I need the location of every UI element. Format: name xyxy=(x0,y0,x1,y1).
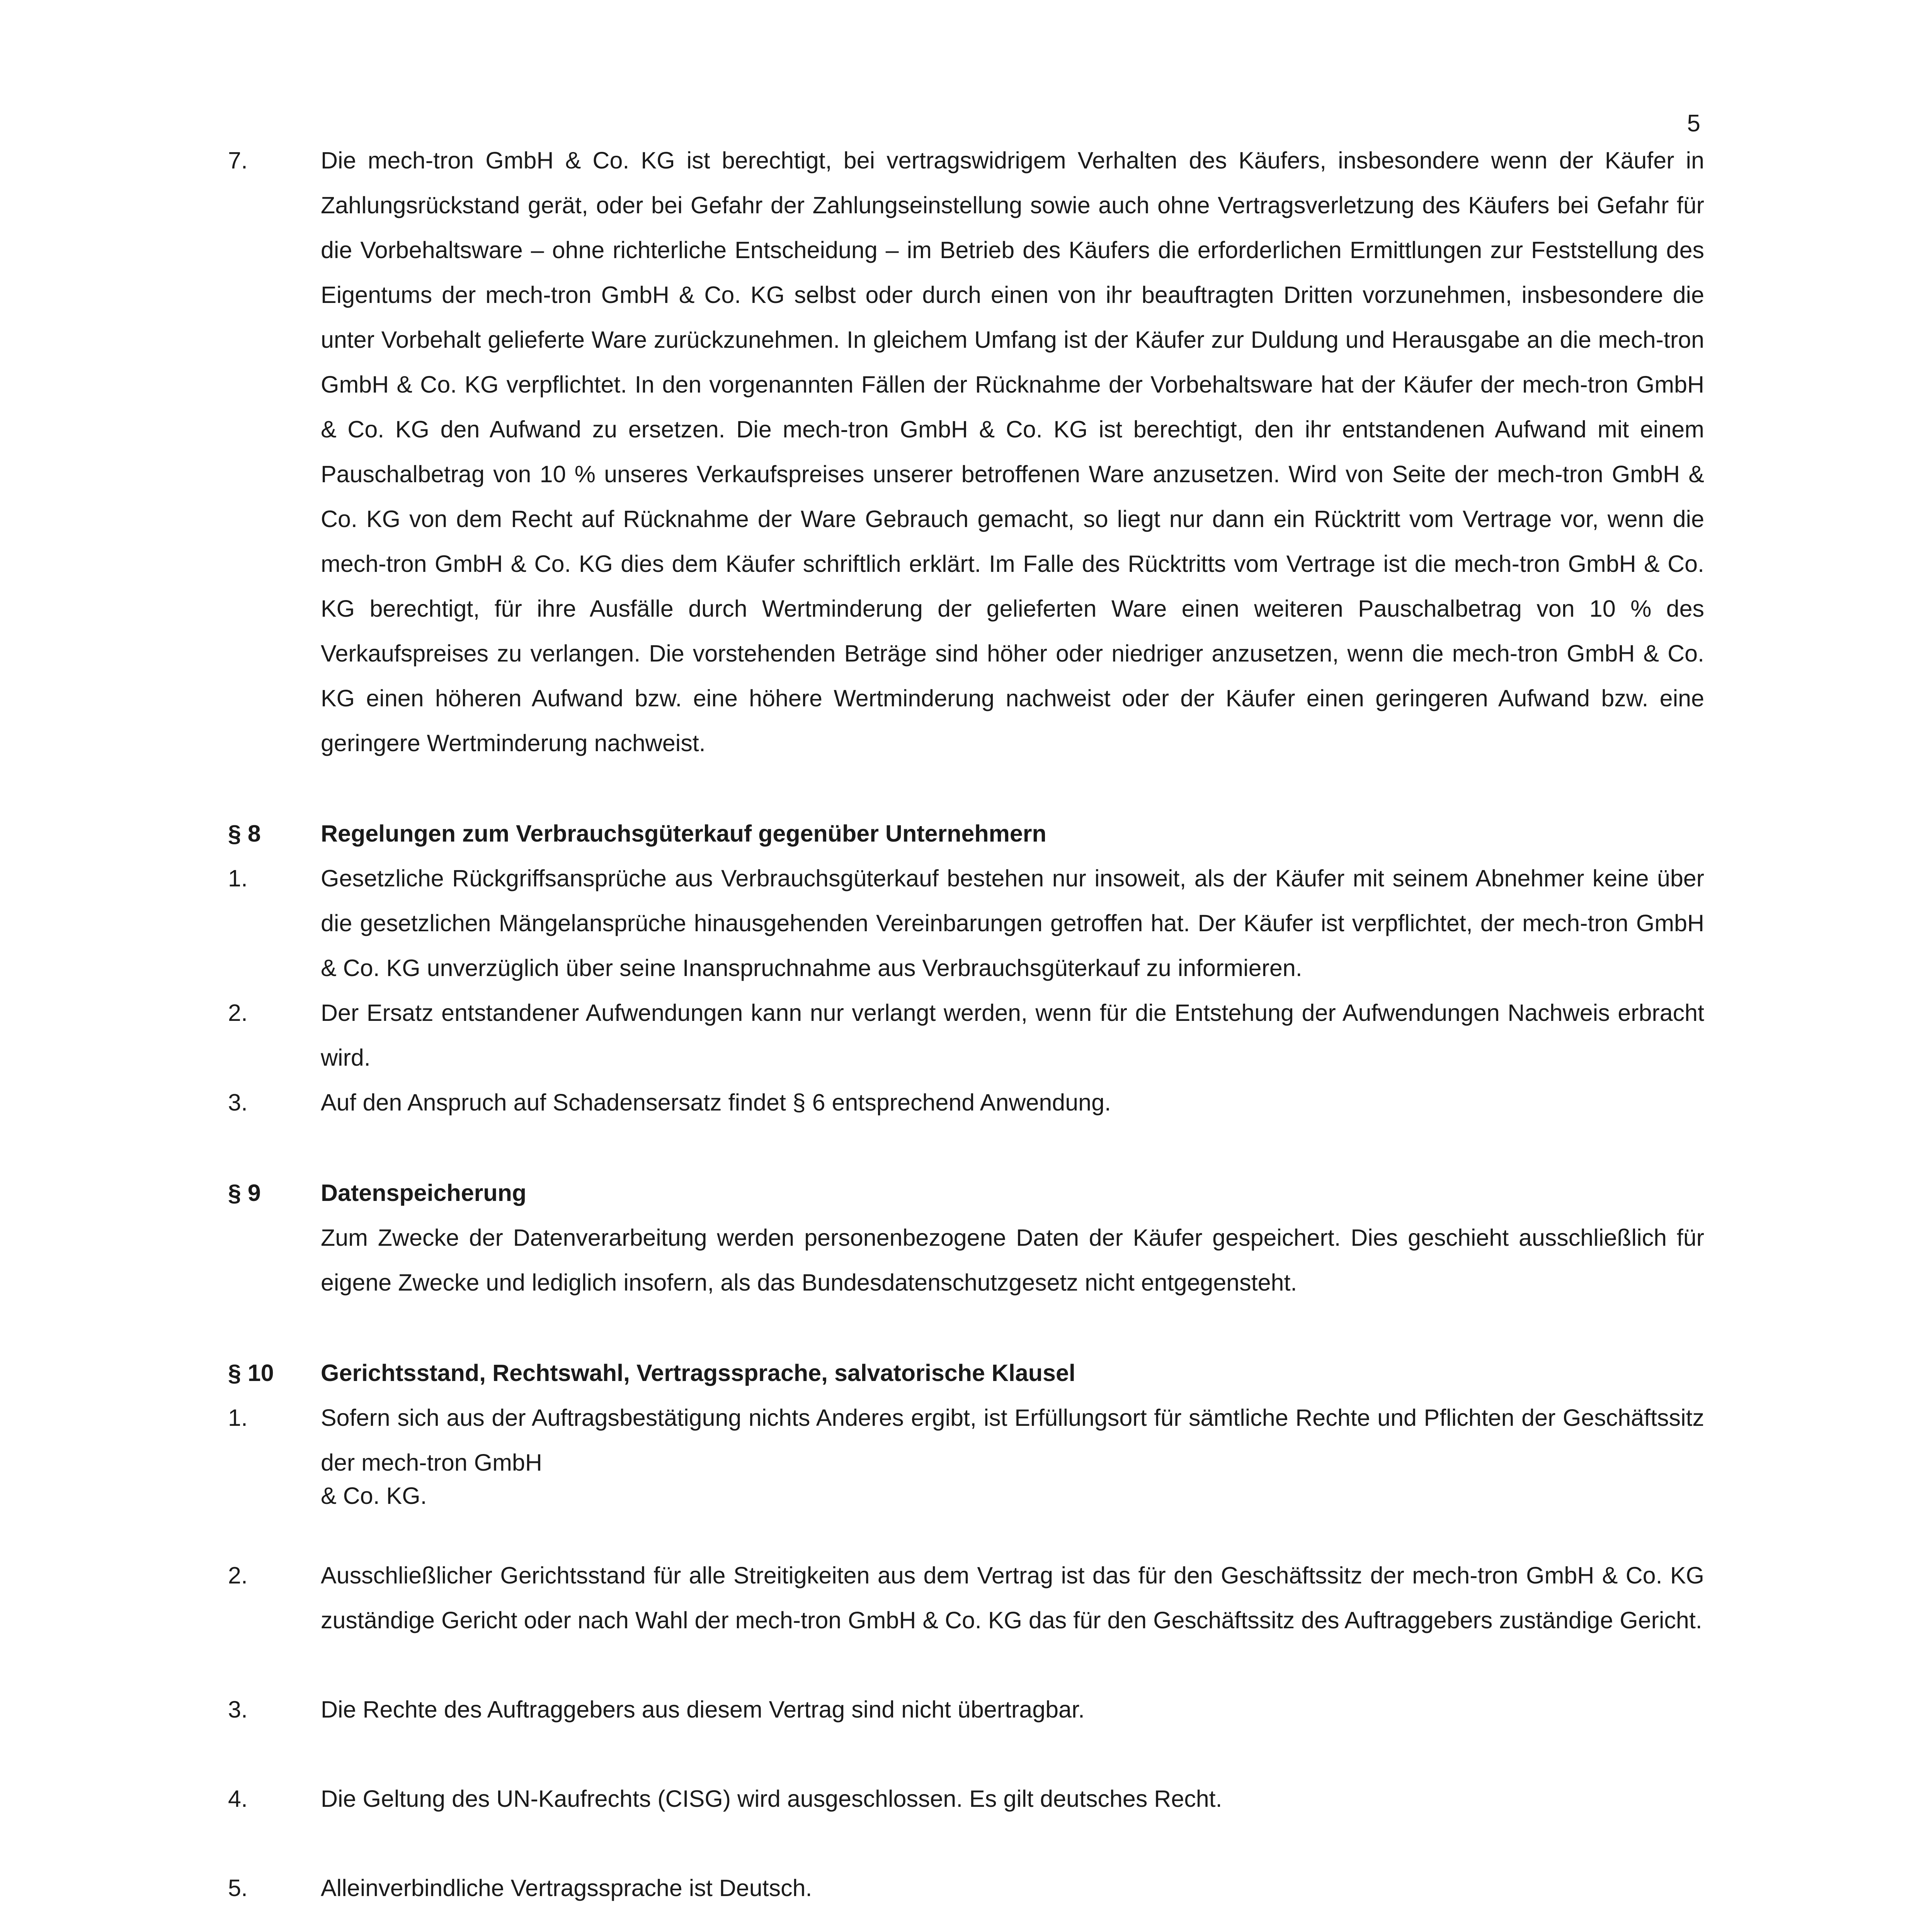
section-title: Gerichtsstand, Rechtswahl, Vertragssprache, salvatorische Klausel xyxy=(321,1360,1075,1386)
item-text-continuation: & Co. KG. xyxy=(321,1483,427,1509)
section-heading xyxy=(228,1170,1704,1215)
item-number: 7. xyxy=(228,147,248,173)
list-item xyxy=(228,856,1704,990)
item-text: Die Geltung des UN-Kaufrechts (CISG) wird ausgeschlossen. Es gilt deutsches Recht. xyxy=(321,1786,1222,1812)
item-number: 2. xyxy=(228,1562,248,1588)
section-number: § 8 xyxy=(228,820,261,847)
list-item xyxy=(228,1866,1704,1910)
list-item xyxy=(228,1687,1704,1732)
section-10 xyxy=(228,1350,1704,1932)
item-text: Gesetzliche Rückgriffsansprüche aus Verbrauchsgüterkauf bestehen nur insoweit, als der Käufer mit seinem Abnehmer keine über die gesetzlichen Mängelansprüche hinausgehenden Vereinbarungen getroffen hat. Der Käufer ist verpflichtet, der mech-tron GmbH & Co. KG unverzüglich über seine Inanspruchnahme aus Verbrauchsgüterkauf zu informieren. xyxy=(321,865,1704,981)
section-paragraph xyxy=(228,1215,1704,1305)
item-text: Auf den Anspruch auf Schadensersatz findet § 6 entsprechend Anwendung. xyxy=(321,1089,1111,1116)
section-number: § 10 xyxy=(228,1360,274,1386)
list-item xyxy=(228,1776,1704,1821)
section-heading xyxy=(228,1350,1704,1395)
item-number: 1. xyxy=(228,1405,248,1431)
list-item xyxy=(228,1080,1704,1125)
list-item xyxy=(228,990,1704,1080)
item-number: 4. xyxy=(228,1786,248,1812)
item-text: Die mech-tron GmbH & Co. KG ist berechtigt, bei vertragswidrigem Verhalten des Käufers, insbesondere wenn der Käufer in Zahlungsrückstand gerät, oder bei Gefahr der Zahlungseinstellung sowie auch ohne Vertragsverletzung des Käufers bei Gefahr für die Vorbehaltsware – ohne richterliche Entscheidung – im Betrieb des Käufers die erforderlichen Ermittlungen zur Feststellung des Eigentums der mech-tron GmbH & Co. KG selbst oder durch einen von ihr beauftragten Dritten vorzunehmen, insbesondere die unter Vorbehalt gelieferte Ware zurückzunehmen. In gleichem Umfang ist der Käufer zur Duldung und Herausgabe an die mech-tron GmbH & Co. KG verpflichtet. In den vorgenannten Fällen der Rücknahme der Vorbehaltsware hat der Käufer der mech-tron GmbH & Co. KG den Aufwand zu ersetzen. Die mech-tron GmbH & Co. KG ist berechtigt, den ihr entstandenen Aufwand mit einem Pauschalbetrag von 10 % unseres Verkaufspreises unserer betroffenen Ware anzusetzen. Wird von Seite der mech-tron GmbH & Co. KG von dem Recht auf Rücknahme der Ware Gebrauch gemacht, so liegt nur dann ein Rücktritt vom Vertrage vor, wenn die mech-tron GmbH & Co. KG dies dem Käufer schriftlich erklärt. Im Falle des Rücktritts vom Vertrage ist die mech-tron GmbH & Co. KG berechtigt, für ihre Ausfälle durch Wertminderung der gelieferten Ware einen weiteren Pauschalbetrag von 10 % des Verkaufspreises zu verlangen. Die vorstehenden Beträge sind höher oder niedriger anzusetzen, wenn die mech-tron GmbH & Co. KG einen höheren Aufwand bzw. eine höhere Wertminderung nachweist oder der Käufer einen geringeren Aufwand bzw. eine geringere Wertminderung nachweist. xyxy=(321,147,1704,756)
section-9 xyxy=(228,1170,1704,1305)
item-number: 5. xyxy=(228,1875,248,1901)
document-body xyxy=(228,138,1704,1932)
item-text: Sofern sich aus der Auftragsbestätigung nichts Anderes ergibt, ist Erfüllungsort für sämtliche Rechte und Pflichten der Geschäftssitz der mech-tron GmbH xyxy=(321,1405,1704,1476)
item-text: Die Rechte des Auftraggebers aus diesem Vertrag sind nicht übertragbar. xyxy=(321,1696,1085,1723)
section-title: Datenspeicherung xyxy=(321,1180,527,1206)
item-number: 2. xyxy=(228,1000,248,1026)
item-text: Ausschließlicher Gerichtsstand für alle Streitigkeiten aus dem Vertrag ist das für den Geschäftssitz der mech-tron GmbH & Co. KG zuständige Gericht oder nach Wahl der mech-tron GmbH & Co. KG das für den Geschäftssitz des Auftraggebers zuständige Gericht. xyxy=(321,1562,1704,1633)
paragraph-text: Zum Zwecke der Datenverarbeitung werden personenbezogene Daten der Käufer gespeichert. Dies geschieht ausschließlich für eigene Zwecke und lediglich insofern, als das Bundesdatenschutzgesetz nicht entgegensteht. xyxy=(321,1225,1704,1296)
item-text: Der Ersatz entstandener Aufwendungen kann nur verlangt werden, wenn für die Entstehung der Aufwendungen Nachweis erbracht wird. xyxy=(321,1000,1704,1071)
item-text: Alleinverbindliche Vertragssprache ist Deutsch. xyxy=(321,1875,812,1901)
item-number: 1. xyxy=(228,865,248,891)
list-item-7 xyxy=(228,138,1704,765)
list-item xyxy=(228,1553,1704,1643)
section-heading xyxy=(228,811,1704,856)
item-number: 3. xyxy=(228,1696,248,1723)
item-number: 3. xyxy=(228,1089,248,1116)
list-item xyxy=(228,1395,1704,1509)
section-number: § 9 xyxy=(228,1180,261,1206)
page-number: 5 xyxy=(1687,110,1700,137)
section-title: Regelungen zum Verbrauchsgüterkauf gegenüber Unternehmern xyxy=(321,820,1046,847)
section-8 xyxy=(228,811,1704,1125)
